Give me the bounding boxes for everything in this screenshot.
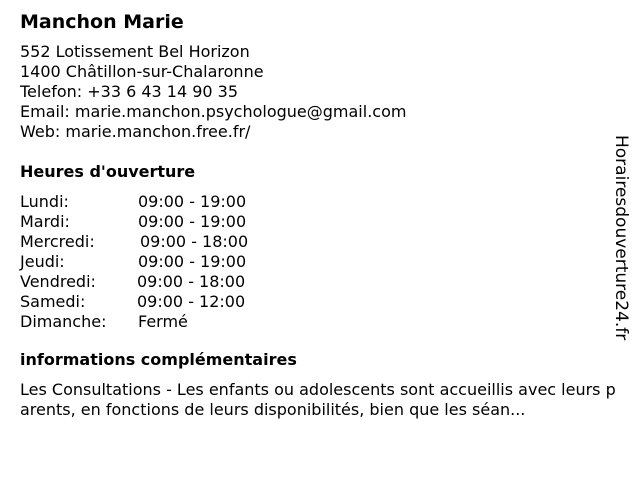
business-card: [20, 8, 620, 420]
hours-time: 09:00 - 18:00: [140, 232, 249, 251]
hours-day: Lundi:: [20, 192, 69, 211]
hours-time: 09:00 - 19:00: [138, 212, 247, 231]
hours-day: Samedi:: [20, 292, 86, 311]
hours-row-thursday: [20, 252, 620, 272]
hours-day: Mercredi:: [20, 232, 95, 251]
brand-watermark: Horairesdouverture24.fr: [611, 135, 631, 341]
phone-line[interactable]: Telefon: +33 6 43 14 90 35: [20, 82, 239, 101]
hours-row-saturday: [20, 292, 620, 312]
hours-day: Jeudi:: [20, 252, 65, 271]
hours-row-wednesday: [20, 232, 620, 252]
hours-time: 09:00 - 12:00: [137, 292, 246, 311]
hours-day: Mardi:: [20, 212, 70, 231]
additional-info-title: informations complémentaires: [20, 350, 297, 369]
hours-time: 09:00 - 18:00: [137, 272, 246, 291]
opening-hours-title: Heures d'ouverture: [20, 162, 196, 181]
hours-row-tuesday: [20, 212, 620, 232]
opening-hours-table: [20, 192, 620, 332]
hours-row-sunday: [20, 312, 620, 332]
additional-info-text: Les Consultations - Les enfants ou adolescents sont accueillis avec leurs parents, en fonctions de leurs disponibilités, bien que les séan...: [20, 380, 616, 419]
business-name: Manchon Marie: [20, 11, 184, 33]
address-line-2: 1400 Châtillon-sur-Chalaronne: [20, 62, 264, 81]
hours-day: Dimanche:: [20, 312, 107, 331]
email-line[interactable]: Email: marie.manchon.psychologue@gmail.com: [20, 102, 407, 121]
hours-time: Fermé: [138, 312, 188, 331]
hours-time: 09:00 - 19:00: [138, 192, 247, 211]
address-line-1: 552 Lotissement Bel Horizon: [20, 42, 250, 61]
web-line[interactable]: Web: marie.manchon.free.fr/: [20, 122, 251, 141]
hours-time: 09:00 - 19:00: [138, 252, 247, 271]
hours-day: Vendredi:: [20, 272, 96, 291]
hours-row-friday: [20, 272, 620, 292]
hours-row-monday: [20, 192, 620, 212]
